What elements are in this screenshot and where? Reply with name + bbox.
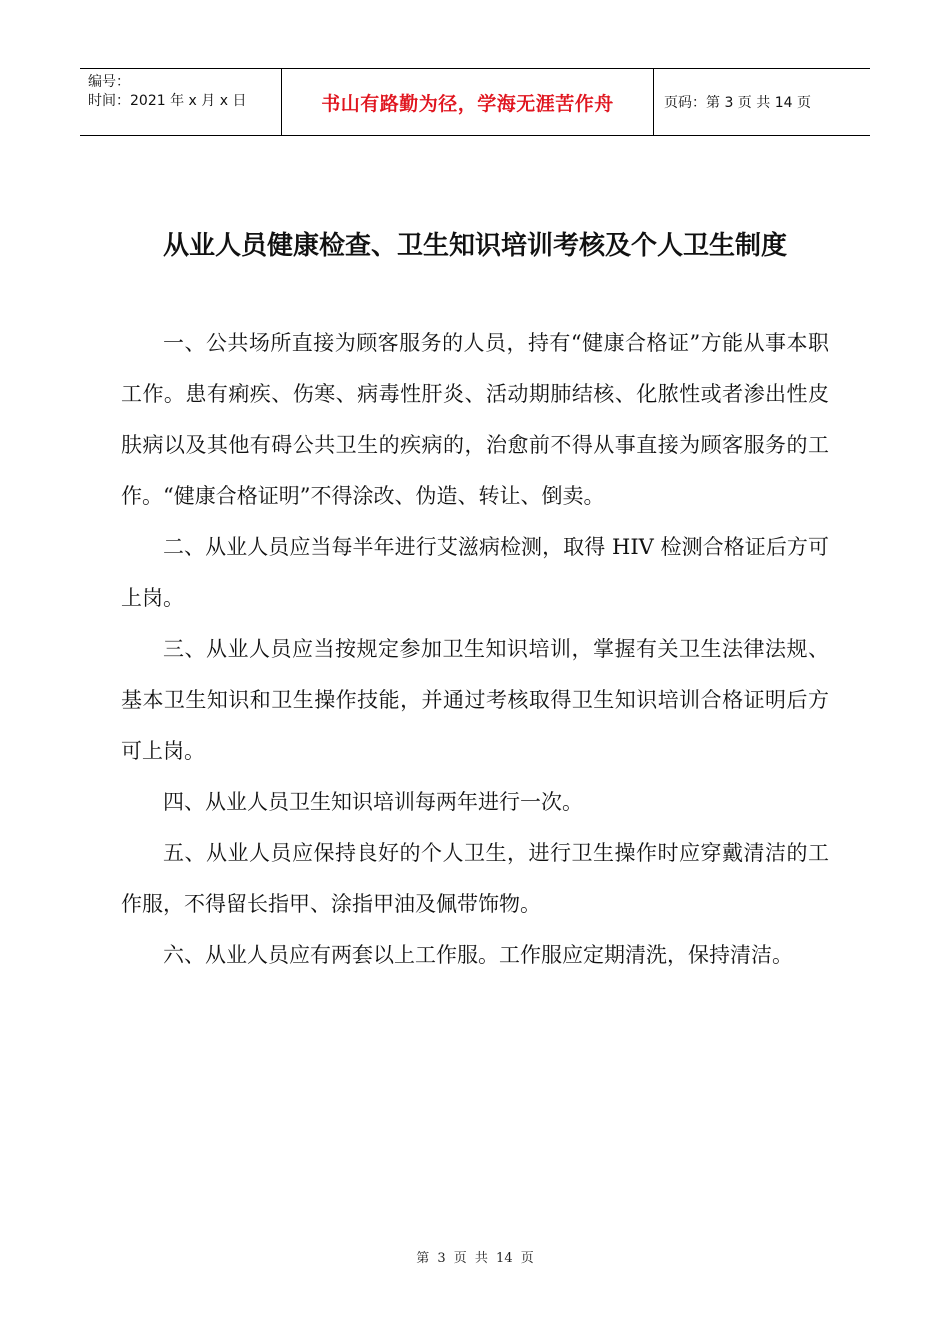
header-page-info: 页码：第 3 页 共 14 页 [664,95,811,111]
page-footer: 第 3 页 共 14 页 [416,1251,534,1266]
header-number-label: 编号： [88,74,130,90]
document-title: 从业人员健康检查、卫生知识培训考核及个人卫生制度 [162,231,787,261]
paragraph-2: 二、从业人员应当每半年进行艾滋病检测，取得 HIV 检测合格证后方可上岗。 [121,535,829,610]
paragraph-4: 四、从业人员卫生知识培训每两年进行一次。 [163,790,583,814]
document-body [121,318,829,981]
paragraph-1: 一、公共场所直接为顾客服务的人员，持有“健康合格证”方能从事本职工作。患有痢疾、伤寒、病毒性肝炎、活动期肺结核、化脓性或者渗出性皮肤病以及其他有碍公共卫生的疾病的，治愈前不得从事直接为顾客服务的工作。“健康合格证明”不得涂改、伪造、转让、倒卖。 [121,331,829,508]
paragraph-3: 三、从业人员应当按规定参加卫生知识培训，掌握有关卫生法律法规、基本卫生知识和卫生操作技能，并通过考核取得卫生知识培训合格证明后方可上岗。 [121,637,829,763]
document-header [80,68,870,136]
paragraph-6: 六、从业人员应有两套以上工作服。工作服应定期清洗，保持清洁。 [163,943,793,967]
header-meta-cell [80,69,282,135]
header-time-label: 时间：2021 年 x 月 x 日 [88,93,247,109]
header-motto: 书山有路勤为径，学海无涯苦作舟 [282,69,654,135]
paragraph-5: 五、从业人员应保持良好的个人卫生，进行卫生操作时应穿戴清洁的工作服，不得留长指甲、涂指甲油及佩带饰物。 [121,841,829,916]
